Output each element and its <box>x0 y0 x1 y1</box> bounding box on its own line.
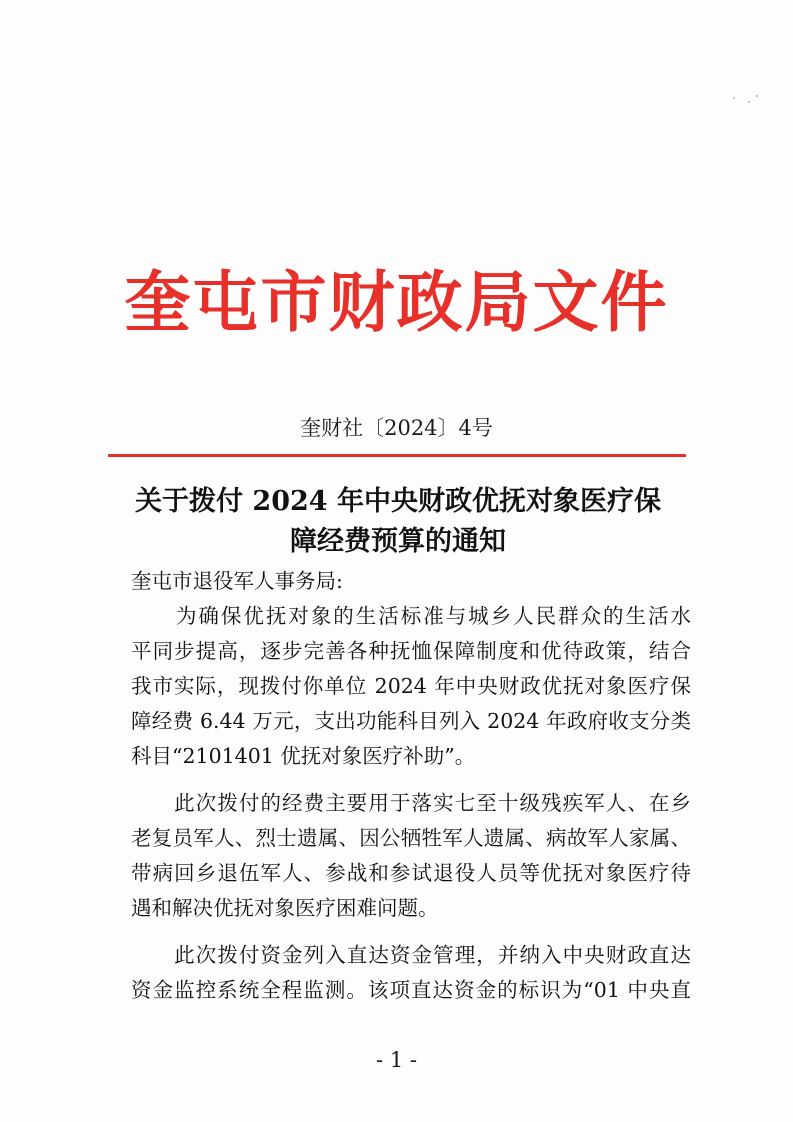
notice-title-line-2: 障经费预算的通知 <box>290 526 506 557</box>
paragraph-gap <box>131 926 691 938</box>
scan-speck <box>733 97 735 99</box>
paragraph-1-line: 平同步提高，逐步完善各种抚恤保障制度和优待政策，结合 <box>131 639 691 663</box>
paragraph-3-line: 资金监控系统全程监测。该项直达资金的标识为“01 中央直 <box>131 978 691 1002</box>
paragraph-2-line: 遇和解决优抚对象医疗困难问题。 <box>131 896 439 920</box>
paragraph-1-line: 我市实际，现拨付你单位 2024 年中央财政优抚对象医疗保 <box>131 674 691 698</box>
paragraph-1-line: 为确保优抚对象的生活标准与城乡人民群众的生活水 <box>131 604 691 628</box>
notice-body <box>131 564 691 1008</box>
paragraph-2-line: 带病回乡退伍军人、参战和参试退役人员等优抚对象医疗待 <box>131 861 691 885</box>
salutation: 奎屯市退役军人事务局: <box>131 569 343 593</box>
paragraph-2-line: 老复员军人、烈士遗属、因公牺牲军人遗属、病故军人家属、 <box>131 826 691 850</box>
notice-title-line-1: 关于拨付 2024 年中央财政优抚对象医疗保 <box>135 486 661 517</box>
scan-speck <box>748 101 750 103</box>
document-number: 奎财社〔2024〕4号 <box>300 416 493 440</box>
page-number: - 1 - <box>376 1048 417 1072</box>
masthead-title: 奎屯市财政局文件 <box>124 263 669 341</box>
paragraph-2-line: 此次拨付的经费主要用于落实七至十级残疾军人、在乡 <box>131 791 691 815</box>
paragraph-gap <box>131 774 691 786</box>
paragraph-1-line: 科目“2101401 优抚对象医疗补助”。 <box>131 744 476 768</box>
paragraph-3-line: 此次拨付资金列入直达资金管理，并纳入中央财政直达 <box>131 943 691 967</box>
scan-speck <box>756 95 758 97</box>
red-separator-rule <box>108 454 686 457</box>
notice-title <box>108 482 688 562</box>
paragraph-1-line: 障经费 6.44 万元，支出功能科目列入 2024 年政府收支分类 <box>131 709 691 733</box>
